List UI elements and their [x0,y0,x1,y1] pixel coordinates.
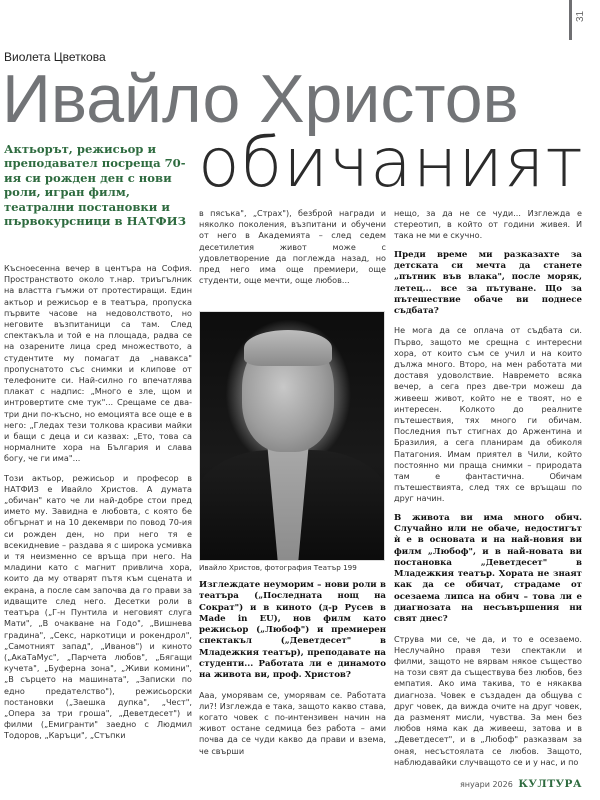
article-subtitle: обичаният [198,124,584,203]
body-paragraph: Късноесенна вечер в центъра на София. Пространството около т.нар. триъгълник на властта гъмжи от протестиращи. Един актьор и режисьор е в театъра, пропуска първите часове на недоволството, но неговите възпитаници са там. След спектакъла и той е на площада, радва се на озарените лица сред множеството, а студентите му помагат да „навакса" пропуснатото със снимки и клипове от телефоните си. Най-силно го впечатлява плакат с надпис: „Много е зле, щом и интровертите сме тук"... Срещаме се два-три дни по-късно, но емоцията все още е в него: „Гледах тези толкова красиви майки и бащи с деца и си казвах: „Ето, това са нормалните хора на България и слава богу, че ги има"... [4,263,192,464]
interview-answer: Не мога да се оплача от съдбата си. Първо, защото ме срещна с интересни хора, от които съм се учил и на които дължа много. Второ, на мен работата ми доставя удоволствие. Навремето всяка вечер, а сега през две-три можеш да живееш живот, който не е твоят, но е интересен. Колкото до реалните пътешествия, тях много ги обичам. Последния път стигнах до Аржентина и Бразилия, а сега планирам да обиколя Патагония. Имам приятел в Чили, който постоянно ми праща снимки – природата там е фантастична. Обичам пътешествията, след тях се връщаш по друг начин. [394,325,582,504]
interview-answer: Ааа, уморявам се, уморявам се. Работата ли?! Изглежда е така, защото какво става, когато човек с по-интензивен начин на живот остане седмица без работа – ами почва да се чуди какво да прави и взема, че свърши [199,689,386,756]
column-1 [4,263,192,750]
magazine-brand: КУЛТУРА [518,778,582,790]
interview-answer: нещо, за да не се чуди... Изглежда е стереотип, в който от години живея. И така не ми е скучно. [394,208,582,241]
photo-caption: Ивайло Христов, фотография Театър 199 [199,563,357,572]
issue-date: януари 2026 [459,780,513,789]
interview-question: В живота ви има много обич. Случайно или не обаче, недостигът ѝ е в основата и на най-новия ви филм „Любоф", и в най-новата ви постановка „Деветдесет" в Младежкия театър. Хората не знаят как да се обичат, страдаме от осезаема липса на обич – това ли е диагнозата на несъвършения ни свят днес? [394,512,582,625]
interview-question: Изглеждате неуморим – нови роли в театъра („Последната нощ на Сократ") и в киното (д-р Русев в Made in EU), нов филм като режисьор („Любоф") и премиерен спектакъл („Деветдесет" в Младежкия театър), преподавате на студенти... Работата ли е динамото на живота ви, проф. Христов? [199,580,386,681]
page-footer [460,778,582,790]
column-2 [199,208,386,294]
author-byline: Виолета Цветкова [4,50,106,64]
page-marker-bar [569,0,572,40]
article-title: Ивайло Христов [2,61,519,137]
photo-hair-shape [244,330,332,366]
body-paragraph: в пясъка", „Страх"), безброй награди и няколко поколения, възпитани и обучени от него в Академията – след седем десетилетия живот може с удовлетворение да поглежда назад, но пред него има още премиери, още студенти, още мечти, още любов... [199,208,386,286]
interview-question: Преди време ми разказахте за детската си мечта да станете „пътник във влака", после моряк, летец... все за пътуване. Що за пътешествие обаче ви поднесе съдбата? [394,249,582,317]
column-2-lower [199,580,386,765]
page-number: 31 [575,10,586,22]
body-paragraph: Този актьор, режисьор и професор в НАТФИЗ е Ивайло Христов. А думата „обичан" като че ли най-добре стои пред името му. Завидна е любовта, с която бе обгърнат и на 10 декември по повод 70-ия си рожден ден, но при него тя е всекидневие – раздава я с широка усмивка и тя неизменно се връща при него. На младини като с магнит привлича хора, които да му отварят пътя към сцената и екрана, а после сам започва да го прави за идващите след него. Десетки роли в театъра („Г-н Пунтила и неговият слуга Мати", „В очакване на Годо", „Вишнева градина", „Секс, наркотици и рокендрол", „Самотният запад", „Иванов") и киното („АкаТаМус", „Парчета любов", „Бягащи кучета", „Буферна зона", „Живи комини", „В сърцето на машината", „Записки по едно предателство"), режисьорски постановки („Заешка дупка", „Чест", „Опера за три гроша", „Деветдесет") и филми („Емигранти" заедно с Людмил Тодоров, „Каръци", „Стъпки [4,472,192,741]
lead-paragraph: Актьорът, режисьор и преподавател посреща 70-ия си рожден ден с нови роли, игран филм, театрални постановки и първокурсници в НАТФИЗ [4,142,186,229]
column-3 [394,208,582,776]
portrait-photo [199,311,385,561]
interview-answer: Струва ми се, че да, и то е осезаемо. Неслучайно правя тези спектакли и филми, защото не вярвам някое същество на този свят да съществува без любов, без емпатия. Ако има такива, то е някаква диагноза. Човек е създаден да общува с друг човек, да вижда очите на друг човек, да разменят мисли, чувства. За мен без любов няма как да живееш, затова и в „Деветдесет", и в „Любоф" разказвам за оная, несъстоялата се любов. Защото, наблюдавайки случващото се и у нас, и по [394,633,582,767]
